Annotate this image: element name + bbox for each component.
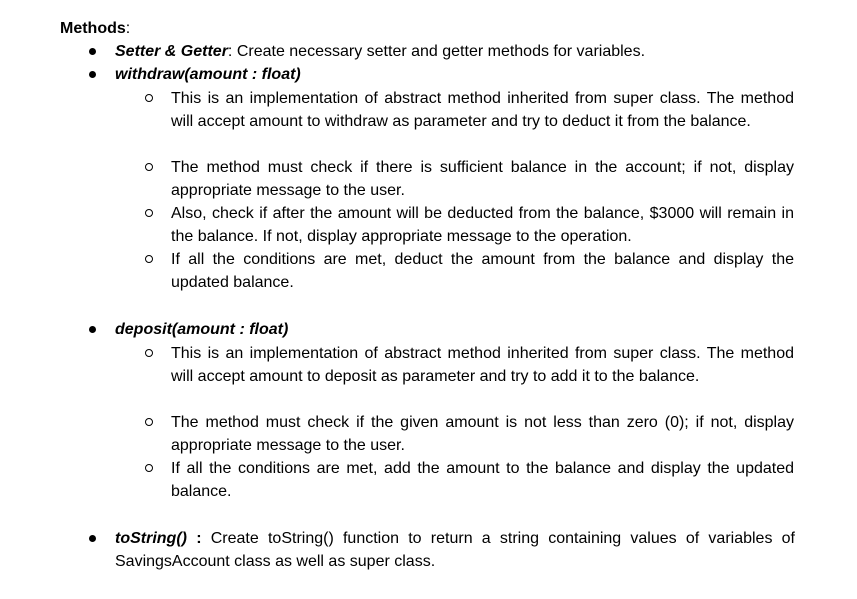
bullet-icon	[89, 527, 99, 550]
bullet-icon	[89, 63, 99, 86]
circle-bullet-icon	[145, 411, 157, 434]
methods-heading	[60, 17, 130, 40]
bullet-icon	[89, 318, 99, 341]
list-item-setter-getter	[115, 40, 795, 63]
methods-heading-label: Methods	[60, 20, 126, 37]
item-text: Create toString() function to return a string containing values of variables of SavingsAccount class as well as super class.	[115, 530, 795, 570]
bullet-icon	[89, 40, 99, 63]
list-item-withdraw	[115, 63, 795, 86]
circle-bullet-icon	[145, 87, 157, 110]
sub-item: This is an implementation of abstract method inherited from super class. The method will accept amount to deposit as parameter and try to add it to the balance.	[171, 345, 794, 385]
sub-item: This is an implementation of abstract method inherited from super class. The method will accept amount to withdraw as parameter and try to deduct it from the balance.	[171, 90, 794, 130]
sub-item: If all the conditions are met, add the amount to the balance and display the updated balance.	[171, 460, 794, 500]
item-title: toString()	[115, 530, 187, 547]
circle-bullet-icon	[145, 248, 157, 271]
sub-item: The method must check if there is sufficient balance in the account; if not, display appropriate message to the user.	[171, 159, 794, 199]
methods-heading-colon: :	[125, 20, 131, 37]
item-colon: :	[186, 530, 202, 547]
circle-bullet-icon	[145, 457, 157, 480]
circle-bullet-icon	[145, 202, 157, 225]
item-title: Setter & Getter	[115, 43, 228, 60]
list-item-deposit	[115, 318, 795, 341]
item-title: withdraw(amount : float)	[115, 66, 301, 83]
circle-bullet-icon	[145, 342, 157, 365]
list-item-tostring	[115, 527, 795, 573]
item-text: : Create necessary setter and getter methods for variables.	[227, 43, 646, 60]
circle-bullet-icon	[145, 156, 157, 179]
sub-item: Also, check if after the amount will be deducted from the balance, $3000 will remain in the balance. If not, display appropriate message to the operation.	[171, 205, 794, 245]
item-title: deposit(amount : float)	[115, 321, 289, 338]
sub-item: The method must check if the given amount is not less than zero (0); if not, display appropriate message to the user.	[171, 414, 794, 454]
sub-item: If all the conditions are met, deduct the amount from the balance and display the updated balance.	[171, 251, 794, 291]
